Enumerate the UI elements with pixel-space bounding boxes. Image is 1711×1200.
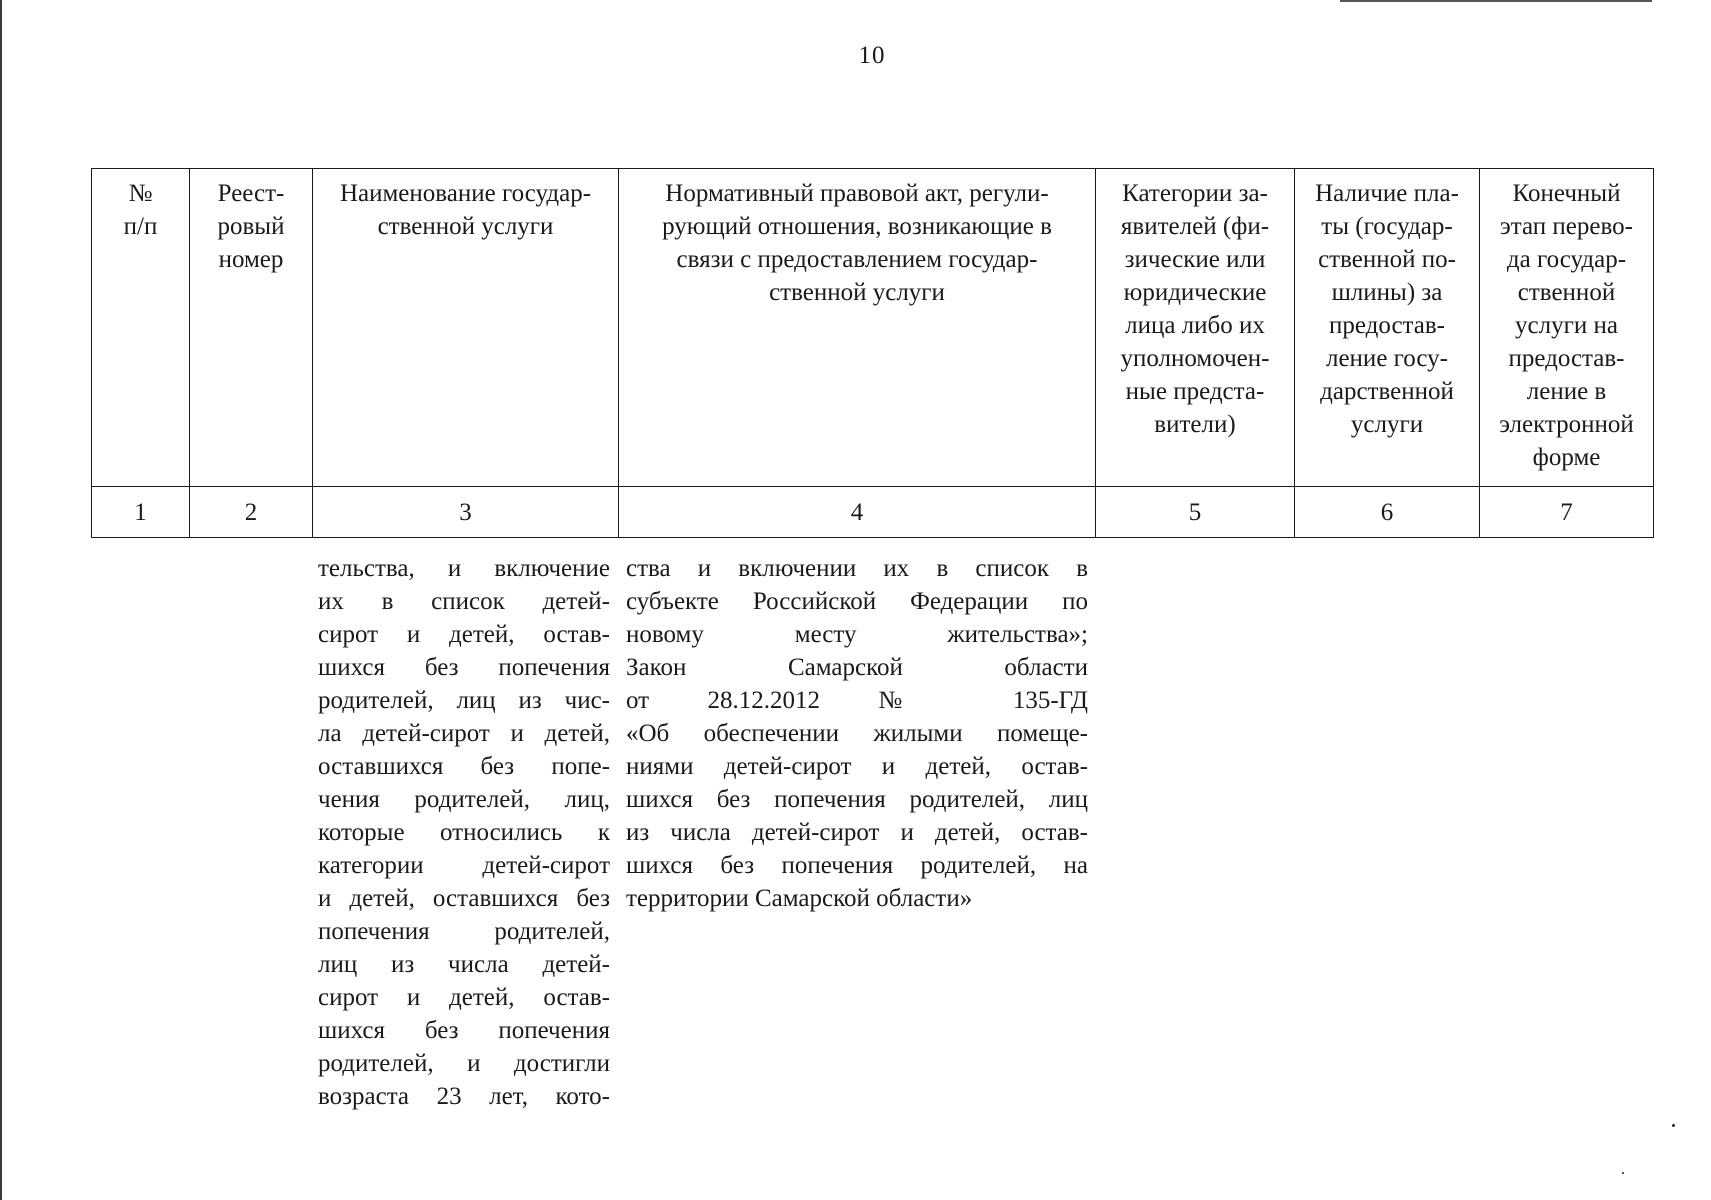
service-name-line: и детей, оставшихся без bbox=[318, 885, 610, 912]
column-header-line: ление в bbox=[1526, 378, 1607, 405]
column-header-line: вители) bbox=[1154, 411, 1236, 438]
column-number-2: 2 bbox=[190, 487, 313, 538]
column-header-line: п/п bbox=[123, 213, 158, 240]
column-header-line: рующий отношения, возникающие в bbox=[662, 213, 1052, 240]
legal-act-line: субъекте Российской Федерации по bbox=[626, 588, 1088, 615]
column-header-line: да государ- bbox=[1506, 246, 1627, 273]
column-header-2 bbox=[190, 169, 313, 487]
column-header-line: Конечный bbox=[1512, 180, 1621, 207]
column-number-6: 6 bbox=[1295, 487, 1480, 538]
column-header-line: ровый bbox=[217, 213, 285, 240]
column-header-line: зические или bbox=[1124, 246, 1266, 273]
column-header-line: электронной bbox=[1499, 411, 1634, 438]
service-name-line: оставшихся без попе- bbox=[318, 753, 610, 780]
column-header-line: этап перево- bbox=[1500, 213, 1633, 240]
column-header-line: форме bbox=[1532, 444, 1601, 471]
column-number-row bbox=[92, 487, 1654, 538]
column-header-6 bbox=[1295, 169, 1480, 487]
service-name-line: родителей, и достигли bbox=[318, 1050, 610, 1077]
service-name-line: сирот и детей, остав- bbox=[318, 984, 610, 1011]
column-header-line: предостав- bbox=[1328, 312, 1446, 339]
column-header-line: дарственной bbox=[1320, 378, 1454, 405]
legal-act-line: от 28.12.2012 № 135-ГД bbox=[626, 687, 1088, 714]
column-header-line: ление госу- bbox=[1325, 345, 1449, 372]
column-header-line: ты (государ- bbox=[1321, 213, 1453, 240]
column-header-line: услуги bbox=[1350, 411, 1424, 438]
scan-top-edge bbox=[1340, 0, 1652, 2]
service-name-line: попечения родителей, bbox=[318, 918, 610, 945]
service-name-continuation bbox=[318, 552, 610, 1113]
column-header-line: ственной услуги bbox=[377, 213, 554, 240]
legal-act-line: «Об обеспечении жилыми помеще- bbox=[626, 720, 1088, 747]
legal-act-line: новому месту жительства»; bbox=[626, 621, 1088, 648]
column-number-5: 5 bbox=[1096, 487, 1295, 538]
column-header-line: связи с предоставлением государ- bbox=[676, 246, 1038, 273]
page-number: 10 bbox=[858, 42, 886, 69]
column-header-line: услуги на bbox=[1515, 312, 1618, 339]
column-header-line: номер bbox=[218, 246, 284, 273]
column-header-1 bbox=[92, 169, 190, 487]
scan-speck bbox=[1672, 1124, 1675, 1127]
service-name-line: их в список детей- bbox=[318, 588, 610, 615]
service-name-line: ла детей-сирот и детей, bbox=[318, 720, 610, 747]
column-header-line: ственной по- bbox=[1318, 246, 1456, 273]
column-header-line: Нормативный правовой акт, регули- bbox=[665, 180, 1049, 207]
legal-act-line: из числа детей-сирот и детей, остав- bbox=[626, 819, 1088, 846]
legal-act-line: ниями детей-сирот и детей, остав- bbox=[626, 753, 1088, 780]
column-header-3 bbox=[313, 169, 619, 487]
column-header-line: предостав- bbox=[1508, 345, 1625, 372]
column-header-4 bbox=[619, 169, 1096, 487]
column-header-line: юридические bbox=[1123, 279, 1267, 306]
legal-act-line: шихся без попечения родителей, лиц bbox=[626, 786, 1088, 813]
service-name-line: тельства, и включение bbox=[318, 555, 610, 582]
table-header-row bbox=[92, 169, 1654, 487]
column-header-line: Наименование государ- bbox=[339, 180, 592, 207]
legal-act-line: шихся без попечения родителей, на bbox=[626, 852, 1088, 879]
column-number-4: 4 bbox=[619, 487, 1096, 538]
legal-act-line: ства и включении их в список в bbox=[626, 555, 1088, 582]
service-name-line: лиц из числа детей- bbox=[318, 951, 610, 978]
column-header-5 bbox=[1096, 169, 1295, 487]
column-number-7: 7 bbox=[1480, 487, 1654, 538]
service-name-line: сирот и детей, остав- bbox=[318, 621, 610, 648]
column-header-line: явителей (фи- bbox=[1120, 213, 1270, 240]
column-number-3: 3 bbox=[313, 487, 619, 538]
column-header-line: Категории за- bbox=[1122, 180, 1268, 207]
legal-act-line: территории Самарской области» bbox=[626, 885, 973, 912]
service-name-line: родителей, лиц из чис- bbox=[318, 687, 610, 714]
column-number-1: 1 bbox=[92, 487, 190, 538]
column-header-line: № bbox=[128, 180, 153, 207]
scan-speck bbox=[1622, 1172, 1624, 1174]
service-name-line: шихся без попечения bbox=[318, 654, 610, 681]
column-header-line: уполномочен- bbox=[1120, 345, 1270, 372]
column-header-line: Реест- bbox=[217, 180, 285, 207]
column-header-line: шлины) за bbox=[1331, 279, 1443, 306]
column-header-line: ственной bbox=[1517, 279, 1616, 306]
legal-act-continuation bbox=[626, 552, 1088, 915]
column-header-line: лица либо их bbox=[1125, 312, 1265, 339]
service-name-line: шихся без попечения bbox=[318, 1017, 610, 1044]
scan-left-edge bbox=[0, 0, 2, 1200]
column-header-line: ные предста- bbox=[1125, 378, 1265, 405]
services-register-table bbox=[91, 168, 1654, 538]
service-name-line: которые относились к bbox=[318, 819, 610, 846]
column-header-7 bbox=[1480, 169, 1654, 487]
service-name-line: категории детей-сирот bbox=[318, 852, 610, 879]
column-header-line: ственной услуги bbox=[769, 279, 945, 306]
service-name-line: возраста 23 лет, кото- bbox=[318, 1083, 610, 1110]
column-header-line: Наличие пла- bbox=[1315, 180, 1459, 207]
legal-act-line: Закон Самарской области bbox=[626, 654, 1088, 681]
service-name-line: чения родителей, лиц, bbox=[318, 786, 610, 813]
